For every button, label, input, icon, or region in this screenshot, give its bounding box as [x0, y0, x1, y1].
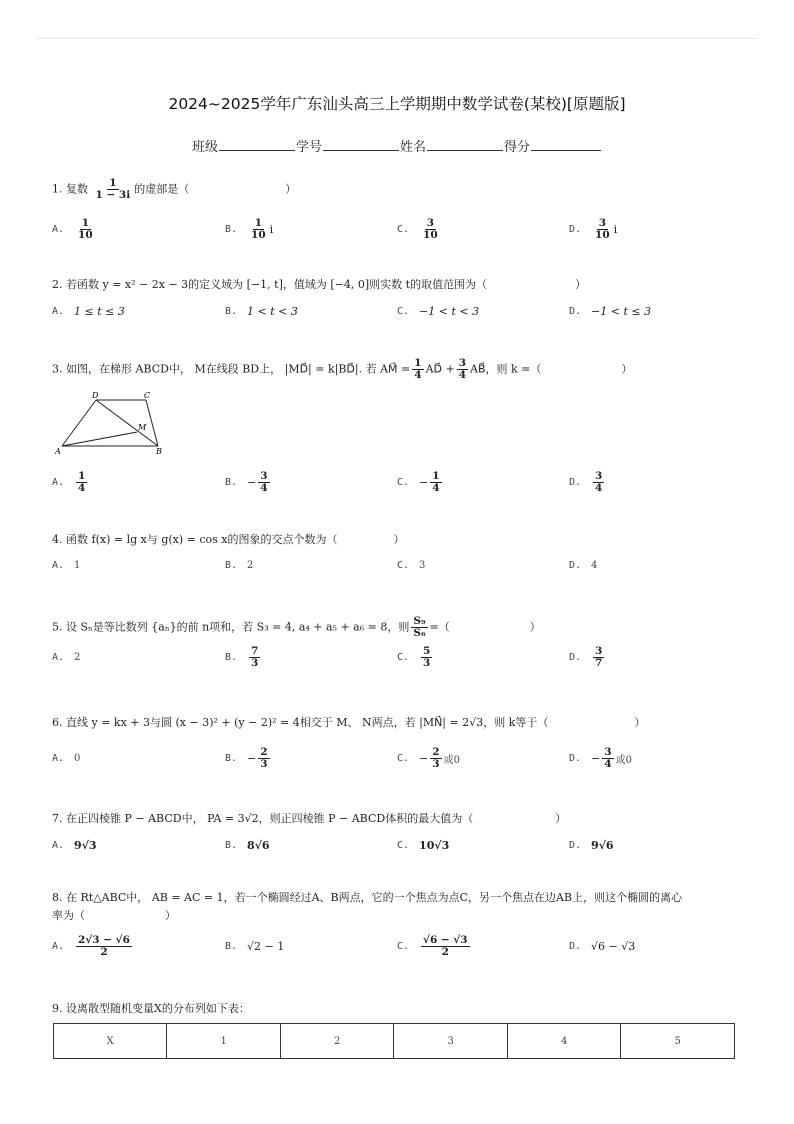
- q4-option-b[interactable]: B. 2: [225, 559, 254, 571]
- field-id-label: 学号: [295, 140, 322, 155]
- q7-option-a[interactable]: A. 9√3: [52, 838, 97, 852]
- q8-options: [52, 932, 752, 960]
- q5-option-d[interactable]: D. $\frac{3}{7}$: [569, 644, 603, 669]
- distribution-table: [53, 1023, 735, 1059]
- label-m: M: [138, 423, 147, 432]
- q5-option-a[interactable]: A. 2: [52, 651, 81, 663]
- field-name-label: 姓名: [400, 140, 427, 155]
- table-cell: 2: [280, 1024, 393, 1059]
- q4-option-d[interactable]: D. 4: [569, 559, 598, 571]
- label-d: D: [92, 391, 99, 400]
- q1-option-c[interactable]: C. $\frac{3}{10}$: [397, 216, 438, 241]
- question-9: 9. 设离散型随机变量X的分布列如下表：: [52, 1002, 250, 1015]
- question-5: 5. 设 Sₙ是等比数列 {aₙ}的前 n项和，若 S₃ = 4, a₄ + a₅ + a₆ = 8，则 $\frac{\text{S₉}}{\text{S₆}}$ =（ ）: [52, 615, 541, 639]
- q1-stem-fraction: $\frac{1}{1 - 3i}$: [95, 177, 131, 201]
- q5-option-c[interactable]: C. $\frac{5}{3}$: [397, 644, 431, 669]
- field-score-label: 得分: [504, 140, 531, 155]
- question-1: 1. 复数 $\frac{1}{1 - 3i}$ 的虚部是（ ）: [52, 177, 297, 201]
- question-3: 3. 如图，在梯形 ABCD中， M在线段 BD上， |MD⃗| = k|BD⃗|. 若 AM⃗ = $\frac{1}{4}$ AD⃗ + $\frac{3}{4}$ AB⃗，则 k =（ ）: [52, 357, 633, 381]
- q1-options: [52, 215, 752, 243]
- question-6: 6. 直线 y = kx + 3与圆 (x − 3)² + (y − 2)² = 4相交于 M、 N两点，若 |MN⃗| = 2√3，则 k等于（ ）: [52, 716, 646, 729]
- q8-option-c[interactable]: C. $\frac{√6 - √3}{2}$: [397, 933, 468, 958]
- page-title: 2024~2025学年广东汕头高三上学期期中数学试卷(某校)[原题版]: [168, 95, 626, 113]
- table-row: [54, 1024, 735, 1059]
- q6-option-b[interactable]: B. − $\frac{2}{3}$: [225, 745, 268, 770]
- q8-option-d[interactable]: D. √6 − √3: [569, 939, 636, 953]
- q3-option-d[interactable]: D. $\frac{3}{4}$: [569, 469, 603, 494]
- field-class-blank[interactable]: [219, 138, 295, 151]
- q6-options: [52, 744, 752, 772]
- table-cell: 3: [394, 1024, 507, 1059]
- q1-option-b[interactable]: B. $\frac{1}{10}$ i: [225, 216, 274, 241]
- table-cell: 4: [507, 1024, 620, 1059]
- page-top-rule: [36, 38, 758, 39]
- q7-options: [52, 831, 752, 859]
- edge-cb: [146, 400, 158, 446]
- q3-option-a[interactable]: A. $\frac{1}{4}$: [52, 469, 86, 494]
- q4-options: [52, 551, 752, 579]
- question-7: 7. 在正四棱锥 P − ABCD中， PA = 3√2，则正四棱锥 P − ABCD体积的最大值为（ ）: [52, 812, 567, 825]
- q4-option-a[interactable]: A. 1: [52, 559, 81, 571]
- segment-am: [62, 432, 137, 446]
- table-cell: 5: [621, 1024, 735, 1059]
- q2-option-b[interactable]: B. 1 < t < 3: [225, 304, 298, 318]
- question-2: 2. 若函数 y = x² − 2x − 3的定义域为 [−1, t]，值域为 [−4, 0]则实数 t的取值范围为（ ）: [52, 278, 587, 291]
- diagonal-db: [96, 400, 158, 446]
- q8-option-a[interactable]: A. $\frac{2√3 - √6}{2}$: [52, 933, 130, 958]
- edge-ad: [62, 400, 96, 446]
- q8-option-b[interactable]: B. √2 − 1: [225, 939, 285, 953]
- q1-option-d[interactable]: D. $\frac{3}{10}$ i: [569, 216, 618, 241]
- q1-option-a[interactable]: A. $\frac{1}{10}$: [52, 216, 93, 241]
- field-class-label: 班级: [191, 140, 218, 155]
- q3-option-b[interactable]: B. − $\frac{3}{4}$: [225, 469, 268, 494]
- q2-option-a[interactable]: A. 1 ≤ t ≤ 3: [52, 304, 125, 318]
- q3-option-c[interactable]: C. − $\frac{1}{4}$: [397, 469, 440, 494]
- q5-options: [52, 643, 752, 671]
- trapezoid-figure: [52, 390, 172, 456]
- question-8: 8. 在 Rt△ABC中， AB = AC = 1，若一个椭圆经过A、B两点，它的一个焦点为点C，另一个焦点在边AB上，则这个椭圆的离心: [52, 891, 683, 904]
- label-a: A: [55, 447, 61, 456]
- q7-option-c[interactable]: C. 10√3: [397, 838, 450, 852]
- label-b: B: [156, 447, 162, 456]
- q6-option-c[interactable]: C. − $\frac{2}{3}$ 或0: [397, 745, 460, 770]
- field-name-blank[interactable]: [427, 138, 503, 151]
- student-info-line: [0, 136, 794, 155]
- q4-option-c[interactable]: C. 3: [397, 559, 426, 571]
- q5-option-b[interactable]: B. $\frac{7}{3}$: [225, 644, 259, 669]
- field-score-blank[interactable]: [531, 138, 601, 151]
- table-cell: X: [54, 1024, 167, 1059]
- field-id-blank[interactable]: [323, 138, 399, 151]
- q7-option-b[interactable]: B. 8√6: [225, 838, 270, 852]
- q6-option-d[interactable]: D. − $\frac{3}{4}$ 或0: [569, 745, 632, 770]
- q2-option-c[interactable]: C. −1 < t < 3: [397, 304, 480, 318]
- label-c: C: [144, 391, 151, 400]
- question-8-line-2: 率为（ ）: [52, 909, 176, 922]
- q3-options: [52, 468, 752, 496]
- q6-option-a[interactable]: A. 0: [52, 752, 81, 764]
- q2-options: [52, 297, 752, 325]
- table-cell: 1: [167, 1024, 280, 1059]
- q2-option-d[interactable]: D. −1 < t ≤ 3: [569, 304, 652, 318]
- q7-option-d[interactable]: D. 9√6: [569, 838, 614, 852]
- question-4: 4. 函数 f(x) = lg x与 g(x) = cos x的图象的交点个数为（ ）: [52, 533, 405, 546]
